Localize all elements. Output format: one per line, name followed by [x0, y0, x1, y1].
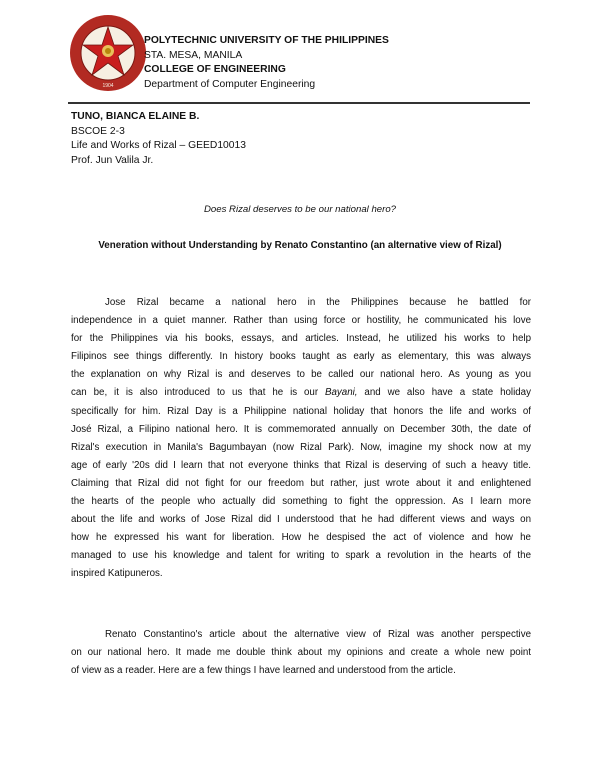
paragraph-line: Rizal's execution in Manila's Bagumbayan (now Rizal Park). Now, imagine my shock now at my	[71, 441, 531, 453]
paragraph-line: independence in a quiet manner. Rather than using force or hostility, he communicated his love	[71, 315, 531, 327]
paragraph-line: age of early '20s did I learn that not everyone thinks that Rizal is deserving of such a heavy title.	[71, 459, 531, 471]
paragraph-line	[71, 384, 531, 402]
paragraph-line: how he expressed his want for liberation. How he despised the act of violence and how he	[71, 532, 531, 544]
student-name: TUNO, BIANCA ELAINE B.	[71, 111, 200, 122]
paragraph-line: the hearts of the people who actually did something to fight the oppression. As I learn more	[71, 496, 531, 508]
professor-name: Prof. Jun Valila Jr.	[71, 154, 154, 166]
paragraph-1	[71, 294, 531, 584]
course-name: Life and Works of Rizal – GEED10013	[71, 140, 246, 151]
paragraph-line: on our national hero. It made me double think about my opinions and create a whole new point	[71, 647, 531, 659]
university-name: POLYTECHNIC UNIVERSITY OF THE PHILIPPINES	[144, 35, 389, 46]
student-info	[71, 110, 246, 168]
paragraph-line: for the Philippines via his books, essays, and articles. Instead, he utilized his works to help	[71, 333, 531, 345]
university-header	[144, 34, 389, 92]
essay-question: Does Rizal deserves to be our national hero?	[204, 204, 396, 215]
paragraph-line: Jose Rizal became a national hero in the Philippines because he battled for	[105, 297, 531, 308]
paragraph-line: Filipinos see things differently. In history books taught as early as elementary, this was always	[71, 351, 531, 363]
paragraph-line: specifically for him. Rizal Day is a Philippine national holiday that honors the life and works of	[71, 405, 531, 417]
university-seal-icon	[68, 13, 148, 93]
paragraph-2	[71, 626, 531, 680]
student-section: BSCOE 2-3	[71, 125, 125, 137]
college-name: COLLEGE OF ENGINEERING	[144, 64, 286, 75]
paragraph-line: Renato Constantino's article about the alternative view of Rizal was another perspective	[105, 629, 531, 640]
department-name: Department of Computer Engineering	[144, 78, 316, 90]
paragraph-line: inspired Katipuneros.	[71, 568, 163, 580]
line-segment: can be, it is also introduced to us that he is our	[71, 387, 325, 399]
paragraph-line: of view as a reader. Here are a few things I have learned and understood from the article.	[71, 665, 456, 677]
paragraph-line: managed to use his knowledge and talent for writing to spark a revolution in the hearts of the	[71, 550, 531, 562]
header-divider	[68, 102, 530, 104]
italic-term: Bayani,	[324, 387, 358, 399]
university-location: STA. MESA, MANILA	[144, 49, 243, 61]
paragraph-line: about the life and works of Jose Rizal did I understood that he had different views and ways on	[71, 514, 531, 526]
essay-title: Veneration without Understanding by Renato Constantino (an alternative view of Rizal)	[98, 240, 502, 251]
svg-text:1904: 1904	[102, 83, 114, 89]
paragraph-line: José Rizal, a Filipino national hero. It is commemorated annually on December 30th, the date of	[71, 423, 531, 435]
paragraph-line: Claiming that Rizal did not fight for our freedom but rather, just wrote about it and enlightened	[71, 477, 531, 489]
paragraph-line: the explanation on why Rizal is and deserves to be called our national hero. As young as you	[71, 369, 531, 381]
line-segment: and we also have a state holiday	[357, 387, 531, 399]
